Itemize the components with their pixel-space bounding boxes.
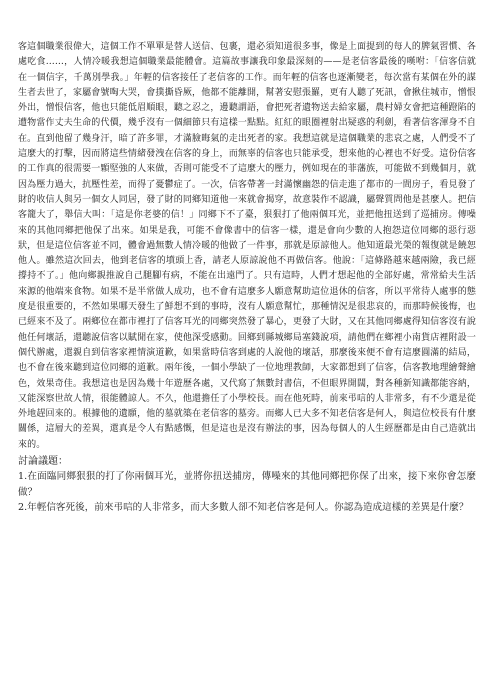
discussion-question-1: 1.在面臨同鄉狠狠的打了你兩個耳光，並將你扭送捕房，傳噪來的其他同鄉把你保了出來，接下來你會怎麼做？ [18,471,476,498]
discussion-question-2: 2.年輕信客死後，前來弔唁的人非常多，而大多數人卻不知老信客是何人。你認為造成這樣的差異是什麼？ [18,502,469,514]
discussion-section [18,454,476,516]
document-page [18,40,476,516]
discussion-title: 討論議題： [18,456,68,468]
article-paragraph: 客這個職業很偉大，這個工作不單單是替人送信、包裹，還必須知道很多事，像是上面提到的每人的脾氣習慣、各處吃食……，人情冷暖我想這個職業最能體會。這篇故事讓我印象最深刻的——是老信客最後的嘆咐：「信客信就在一個信字，千萬別學我。」年輕的信客接任了老信客的工作。而年輕的信客也逐漸變老，每次當有某個在外的謀生者去世了，家屬會號啕大哭，會撲撕昏厥，他都不能離開，幫著安慰張羅，更有人聽了死訊，會揪住城市，憎恨外出，憎恨信客，他也只能低眉順眼，聽之忍之，邊聽謂語，會把死者遺物送去給家屬，農村婦女會把這種蹬陷的遭物當作丈夫生命的代價，幾乎沒有一個細節只有這樣一點點。紅紅的眼圈裡射出疑惑的利劍，看著信客渾身不自在。直到他留了幾身汗，暗了許多罪，才滿臉晦氣的走出死者的家。我想這就是這個職業的悲哀之處，人們受不了這麼大的打擊，因而將這些情緒發洩在信客的身上，而無辜的信客也只能承受，想來他的心裡也不好受。這份信客的工作真的很需要一顆堅強的人來做，否則可能受不了這麼大的壓力，例如現在的菲藩族，可能做不到幾個月，就因為壓力過大，抗壓性差，而得了憂鬱症了。一次，信客帶著一封滿懷幽怨的信走進了都市的一間房子，看見發了財的收信人與另一個女人同居，發了財的同鄉知道他一來就會揭穿，故意裝作不認識，屬聲質問他是甚麼人。把信客籠大了，舉信大叫：「這是你老婆的信！」同鄉下不了臺，狠狠打了他兩個耳光，並把他扭送到了巡捕房。傳噪來的其他同鄉把他保了出來。如果是我，可能不會像書中的信客一樣，還是會向少數的人抱怨這位同鄉的惡行惡狀，但是這位信客並不同，體會過無數人情冷暖的他做了一件事，那就是原諒他人。他知道最光榮的報復就是饒恕他人。雖然這次回去，他到老信客的墳頭上香，請老人原諒說他不再做信客。他說：「這條路越來越兩險，我已經撐持不了。」他向鄉親推說自己腿腳有病，不能在出遠門了。只有這時，人們才想起他的全部好處，常常給夫生活來源的他端來食物。如果不是半常做人成功，也不會有這麼多人願意幫助這位退休的信客，所以平常待人處事的態度是很重要的，不然如果哪天發生了鮮想不到的事時，沒有人願意幫忙，那種情況是很悲哀的，而那時候後悔，也已經來不及了。兩鄉位在都市裡打了信客耳光的同鄉突然發了暴心，更發了大財，又在其他同鄉處得知信客沒有說他任何壞話，還聽說信客以賦閒在家，使他深受感動。回鄉到縣城鄉局塞錢說項，請他們在鄉裡小南貨店裡附設一個代辦處，還親自到信客家裡情演道歉，如果當時信客到處的人說他的壞話，那麼後來便不會有這麼圓滿的結局，也不會在後來聽到這位同鄉的道歉。兩年後，一個小學缺了一位地理教師，大家都想到了信客，信客教地理繪聲繪色，效果奇佳。我想這也是因為幾十年遊歷各處，又代寫了無數封書信，不但眼界開闊，對各種新知識都能容納，又能深察世故人情，很能體諒人。不久，他還擔任了小學校長。而在他死時，前來弔唁的人非常多，有不少還是從外地趕回來的。根據他的遺願，他的墓就築在老信客的墓旁。而鄉人已大多不知老信客是何人，與這位校長有什麼關係，這層大的差異，還真是令人有點感慨，但是這也是沒有辦法的事，因為每個人的人生經歷都是由自己造就出來的。 [18,42,476,450]
